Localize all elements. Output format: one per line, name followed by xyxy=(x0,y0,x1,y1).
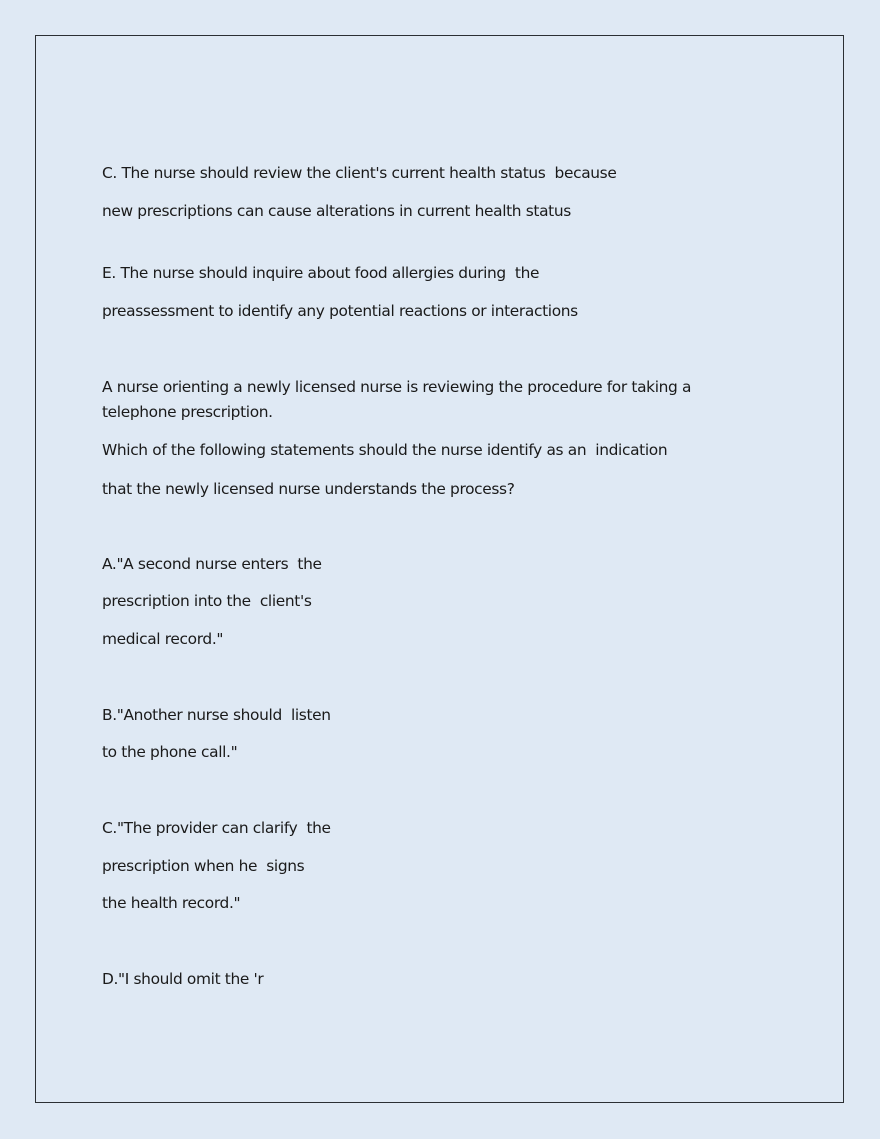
question-stem-line-4: that the newly licensed nurse understands the process? xyxy=(102,480,515,498)
option-a-line-1: A."A second nurse enters the xyxy=(102,555,322,573)
prev-option-e-line-1: E. The nurse should inquire about food allergies during the xyxy=(102,264,540,282)
option-c-line-3: the health record." xyxy=(102,894,241,912)
prev-option-c-line-2: new prescriptions can cause alterations in current health status xyxy=(102,202,571,220)
question-stem-line-3: Which of the following statements should the nurse identify as an indication xyxy=(102,441,668,459)
option-c-line-2: prescription when he signs xyxy=(102,857,305,875)
prev-option-e-line-2: preassessment to identify any potential reactions or interactions xyxy=(102,302,578,320)
question-stem-line-2: telephone prescription. xyxy=(102,403,273,421)
option-b-line-1: B."Another nurse should listen xyxy=(102,706,331,724)
option-d-line-1: D."I should omit the 'r xyxy=(102,970,264,988)
prev-option-c-line-1: C. The nurse should review the client's current health status because xyxy=(102,164,617,182)
option-a-line-3: medical record." xyxy=(102,630,224,648)
option-a-line-2: prescription into the client's xyxy=(102,592,312,610)
option-b-line-2: to the phone call." xyxy=(102,743,238,761)
option-c-line-1: C."The provider can clarify the xyxy=(102,819,331,837)
question-stem-line-1: A nurse orienting a newly licensed nurse is reviewing the procedure for taking a xyxy=(102,378,692,396)
